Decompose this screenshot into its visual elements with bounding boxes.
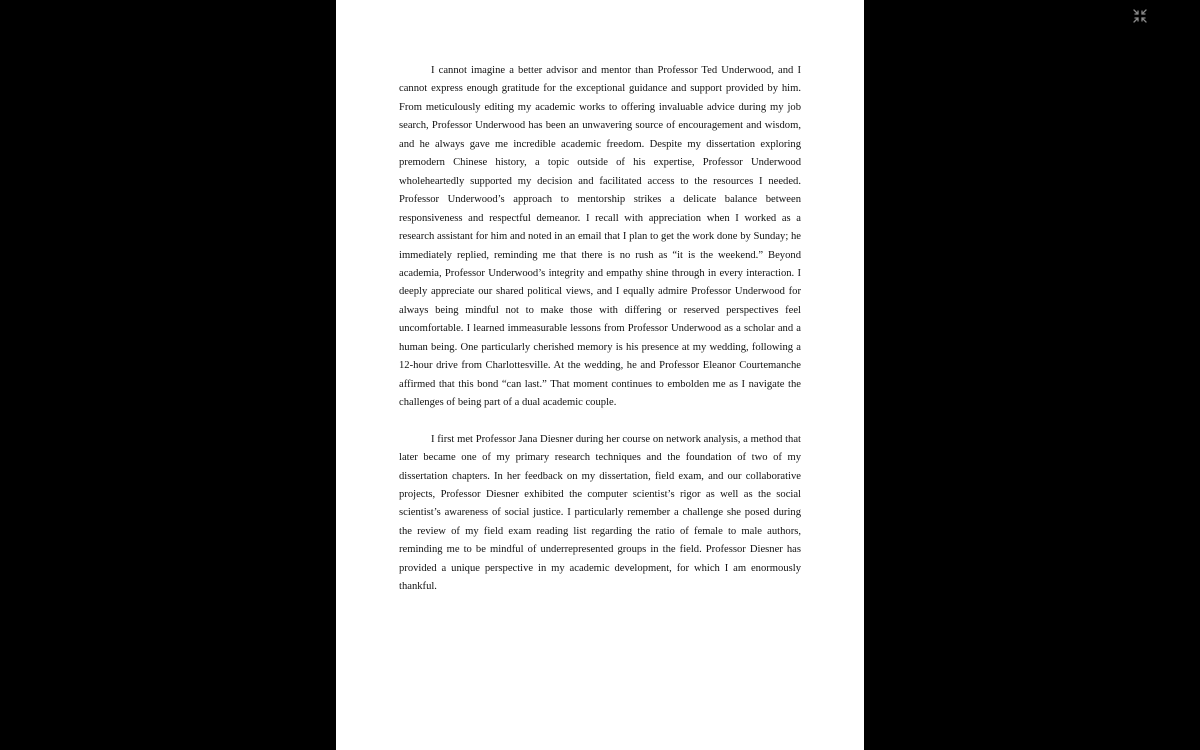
paragraph-underwood: I cannot imagine a better advisor and mentor than Professor Ted Underwood, and I cannot express enough gratitude for the exceptional guidance and support provided by him. From meticulously editing my academic works to offering invaluable advice during my job search, Professor Underwood has been an unwavering source of encouragement and wisdom, and he always gave me incredible academic freedom. Despite my dissertation exploring premodern Chinese history, a topic outside of his expertise, Professor Underwood wholeheartedly supported my decision and facilitated access to the resources I needed. Professor Underwood’s approach to mentorship strikes a delicate balance between responsiveness and respectful demeanor. I recall with appreciation when I worked as a research assistant for him and noted in an email that I plan to get the work done by Sunday; he immediately replied, reminding me that there is no rush as “it is the weekend.” Beyond academia, Professor Underwood’s integrity and empathy shine through in every interaction. I deeply appreciate our shared political views, and I equally admire Professor Underwood for always being mindful not to make those with differing or reserved perspectives feel uncomfortable. I learned immeasurable lessons from Professor Underwood as a scholar and a human being. One particularly cherished memory is his presence at my wedding, following a 12-hour drive from Charlottesville. At the wedding, he and Professor Eleanor Courtemanche affirmed that this bond “can last.” That moment continues to embolden me as I navigate the challenges of being part of a dual academic couple. <box>399 65 801 409</box>
document-page <box>336 0 864 750</box>
exit-fullscreen-icon <box>1132 9 1148 23</box>
paragraph-diesner: I first met Professor Jana Diesner during her course on network analysis, a method that later became one of my primary research techniques and the foundation of two of my dissertation chapters. In her feedback on my dissertation, field exam, and our collaborative projects, Professor Diesner exhibited the computer scientist’s rigor as well as the social scientist’s awareness of social justice. I particularly remember a challenge she posed during the review of my field exam reading list regarding the ratio of female to male authors, reminding me to be mindful of underrepresented groups in the field. Professor Diesner has provided a unique perspective in my academic development, for which I am enormously thankful. <box>399 433 801 593</box>
exit-fullscreen-button[interactable] <box>1132 9 1148 23</box>
